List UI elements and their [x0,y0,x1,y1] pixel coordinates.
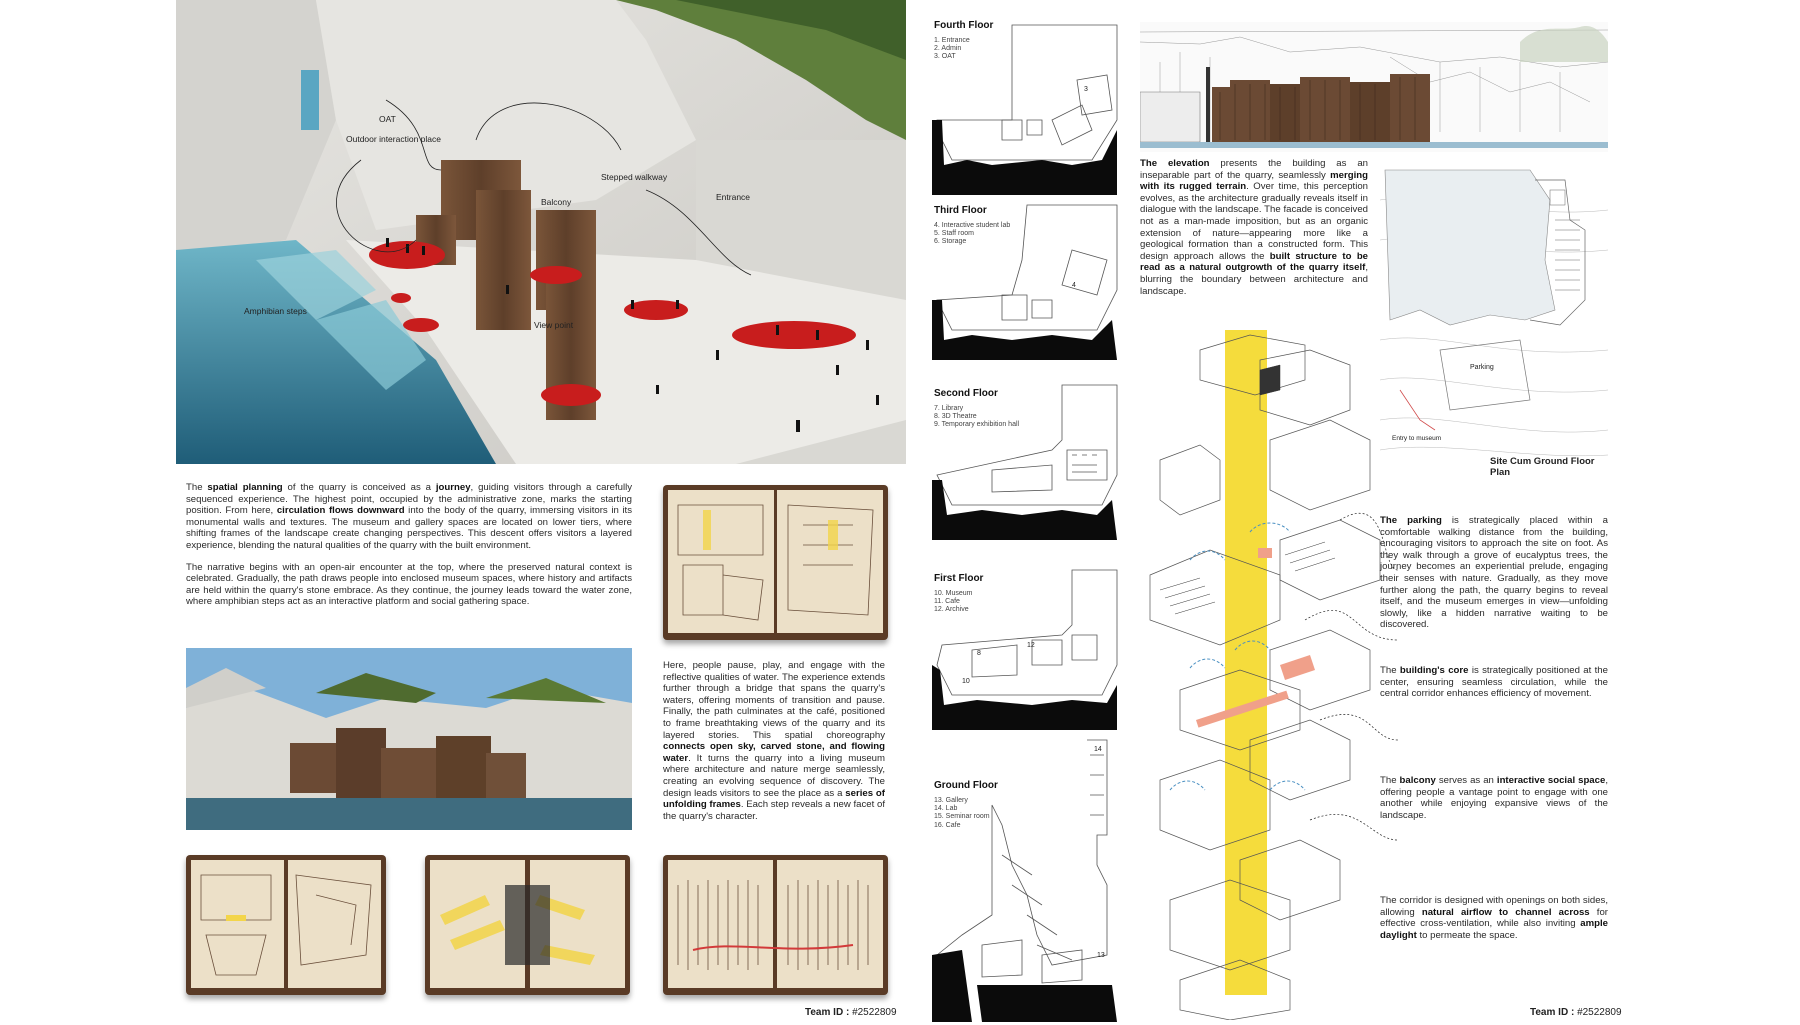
text-middle-p1 [663,660,885,822]
text-left-p2 [186,562,632,608]
elevation-drawing [1140,22,1608,152]
team-id-label: Team ID : [805,1007,850,1018]
text-run: Here, people pause, play, and engage with the reflective qualities of water. The experience extends further through a bridge that spans the quarry's waters, offering moments of transition and pause. Finally, the path culminates at the café, positioned to frame breathtaking views of the quarry and its layered stories. This spatial choreography [663,660,885,741]
text-balcony [1380,775,1608,831]
site-plan-parking-label: Parking [1470,364,1494,371]
text-run: , blurring the boundary between architecture and landscape. [1140,262,1368,297]
emphasis-text: built structure to be read as a natural outgrowth of the quarry itself [1140,250,1369,274]
label-outdoor: Outdoor interaction place [346,134,441,144]
exploded-axonometric [1140,320,1400,1020]
floor-items: 10. Museum 11. Cafe 12. Archive [934,590,973,614]
text-run: The narrative begins with an open-air encounter at the top, where the preserved natural context is celebrated. Gradually, the path draws people into enclosed museum spaces, where history and artifacts are held within the quarry's stone embrace. As they continue, the journey leads toward the water zone, where amphibian steps act as an interactive platform and social gathering space. [186,561,632,608]
quarry-photo [186,648,632,830]
plan-number: 4 [1072,282,1076,289]
plan-number: 10 [962,678,970,685]
emphasis-text: The parking [1380,515,1442,526]
text-run: The [1380,775,1400,786]
team-id-right [1530,1007,1622,1018]
floor-title: Ground Floor [934,780,998,791]
floor-title: Fourth Floor [934,20,994,31]
hero-render [176,0,906,464]
text-run: The [1380,665,1400,676]
emphasis-text: The elevation [1140,158,1210,169]
team-id-left [805,1007,897,1018]
text-left-p1 [186,482,632,552]
floor-title: First Floor [934,573,984,584]
text-run: is strategically positioned at the center, ensuring seamless circulation, while the central corridor enhances efficiency of movement. [1380,665,1608,700]
plan-number: 14 [1094,746,1102,753]
sketchbook-2 [186,855,386,995]
text-run: , offering people a vantage point to engage with one another while enjoying expansive views of the landscape. [1380,775,1608,821]
team-id-value: #2522809 [1577,1007,1622,1018]
plan-number: 8 [977,650,981,657]
emphasis-text: merging with its rugged terrain [1140,169,1368,193]
label-balcony: Balcony [541,197,572,207]
text-run: The corridor is designed with openings on both sides, allowing [1380,895,1608,918]
text-run: of the quarry is conceived as a [282,482,436,493]
emphasis-text: natural airflow to channel across [1421,906,1590,918]
text-run: . Each step reveals a new facet of the quarry's character. [663,799,885,822]
floor-title: Third Floor [934,205,987,216]
text-run: presents the building as an inseparable part of the quarry, seamlessly [1140,158,1369,181]
text-run: to permeate the space. [1416,929,1518,941]
corridor-paragraph [1380,895,1608,941]
plan-third-floor [932,200,1132,360]
site-plan-entry-label: Entry to museum [1392,435,1442,442]
parking-paragraph [1380,515,1608,631]
site-plan [1380,160,1608,480]
text-run: . Over time, this perception evolves, as the architecture gradually reveals itself in dialogue with the landscape. The facade is conceived not as a man-made imposition, but as an organic extension of nature—appearing more like a geological formation than a constructed form. This design approach allows the [1140,181,1368,262]
floor-title: Second Floor [934,388,998,399]
core-paragraph [1380,665,1608,700]
plan-fourth-floor [932,20,1132,195]
team-id-value: #2522809 [852,1007,897,1018]
floor-plans-column [932,0,1132,1022]
text-run: , guiding visitors through a carefully sequenced experience. The highest point, occupied by the administrative zone, marks the starting position. From here, [186,482,633,517]
text-parking [1380,515,1608,641]
text-run: serves as an [1435,775,1497,786]
plan-number: 12 [1027,642,1035,649]
floor-items: 7. Library 8. 3D Theatre 9. Temporary exhibition hall [934,405,1020,429]
site-plan-title: Site Cum Ground Floor Plan [1490,456,1595,478]
emphasis-text: ample daylight [1380,918,1608,941]
sketchbook-1 [663,485,888,640]
text-run: is strategically placed within a comfortable walking distance from the building, encouraging visitors to approach the site on foot. As they walk through a grove of eucalyptus trees, the journey becomes an experiential prelude, engaging their senses with nature. Gradually, as they move further along the path, the quarry begins to reveal itself, and the museum emerges in view—unfolding slowly, like a hidden narrative waiting to be discovered. [1380,515,1609,631]
balcony-paragraph [1380,775,1608,821]
sketchbook-4 [663,855,888,995]
label-stepped-walkway: Stepped walkway [601,172,668,182]
emphasis-text: series of unfolding frames [663,787,885,811]
label-oat: OAT [379,114,396,124]
elevation-paragraph [1140,158,1368,297]
emphasis-text: building's core [1399,665,1469,676]
text-run: . It turns the quarry into a living museum where architecture and nature merge seamlessly, creating an evolving sequence of discovery. The design leads visitors to see the place as a [663,752,885,799]
text-corridor [1380,895,1608,951]
emphasis-text: balcony [1399,775,1436,786]
text-left-block [186,482,632,618]
text-run: for effective cross-ventilation, while also inviting [1380,906,1608,930]
emphasis-text: circulation flows downward [276,505,405,517]
emphasis-text: journey [435,482,471,493]
emphasis-text: interactive social space [1496,775,1606,786]
quarry-render-illustration [176,0,906,464]
floor-items: 4. Interactive student lab 5. Staff room 6. Storage [934,222,1011,246]
label-amphibian-steps: Amphibian steps [244,306,307,316]
plan-number: 3 [1084,86,1088,93]
elevation-text [1140,158,1368,307]
label-viewpoint: View point [534,320,574,330]
plan-second-floor [932,380,1132,540]
emphasis-text: connects open sky, carved stone, and flowing water [663,741,885,764]
text-core [1380,665,1608,710]
team-id-label: Team ID : [1530,1007,1575,1018]
floor-items: 1. Entrance 2. Admin 3. OAT [934,37,970,61]
floor-items: 13. Gallery 14. Lab 15. Seminar room 16. Cafe [934,797,990,829]
emphasis-text: spatial planning [207,482,283,493]
text-run: The [186,482,208,493]
text-middle-block [663,660,885,832]
sketchbook-3 [425,855,630,995]
text-run: into the body of the quarry, immersing visitors in its monumental walls and textures. The museum and gallery spaces are located on lower tiers, where shifting frames of the landscape create changing perspectives. This descent offers visitors a layered experience, blending the natural qualities of the quarry with the built environment. [186,505,633,551]
plan-number: 13 [1097,952,1105,959]
label-entrance: Entrance [716,192,751,202]
plan-ground-floor [932,735,1132,1022]
